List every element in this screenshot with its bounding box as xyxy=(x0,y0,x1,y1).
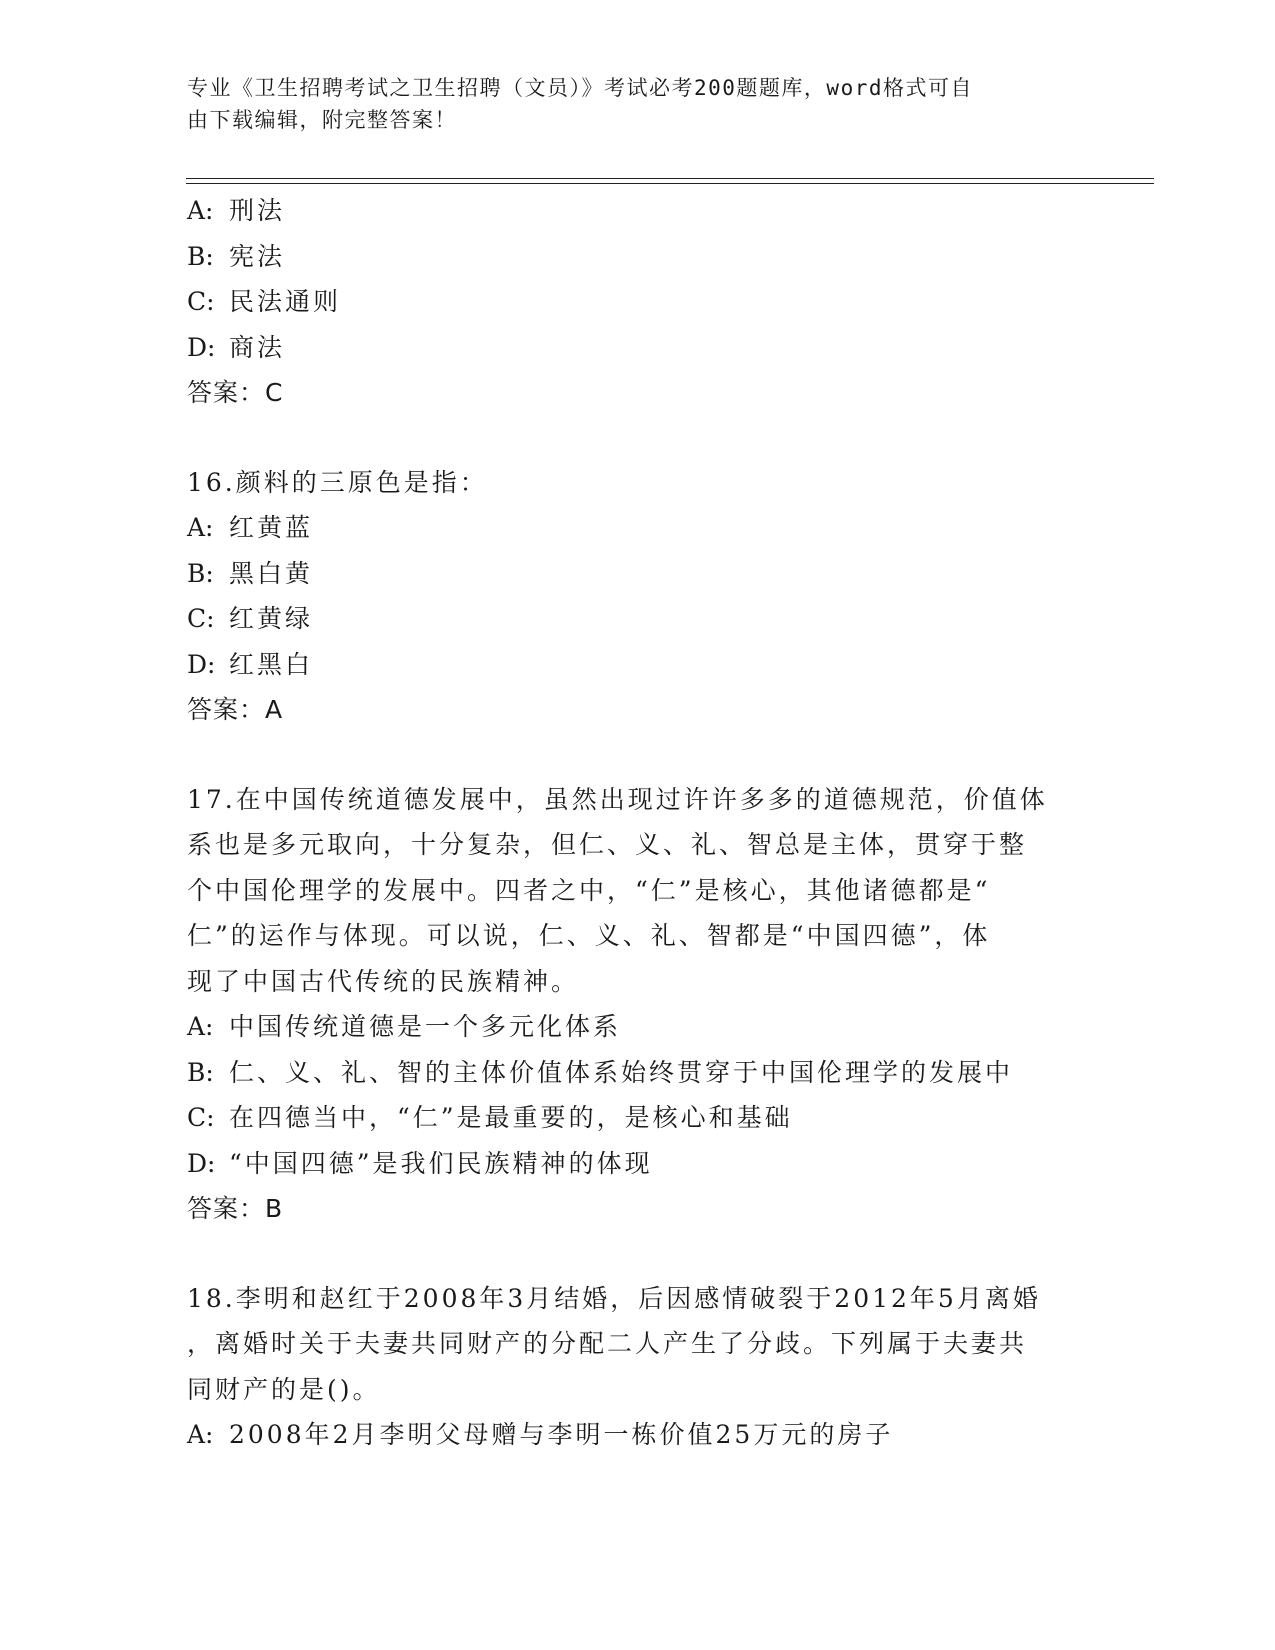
spacer xyxy=(187,1232,1087,1276)
question-18 xyxy=(187,1276,1087,1458)
spacer xyxy=(187,416,1087,460)
option-c: C: 红黄绿 xyxy=(187,604,314,633)
question-text-line-5: 现了中国古代传统的民族精神。 xyxy=(187,966,580,996)
option-d: D: 红黑白 xyxy=(187,649,314,679)
option-a: A: 中国传统道德是一个多元化体系 xyxy=(187,1012,622,1041)
header-line-1: 专业《卫生招聘考试之卫生招聘（文员）》考试必考200题题库，word格式可自 xyxy=(187,76,973,100)
question-text-line-3: 同财产的是()。 xyxy=(187,1374,381,1404)
spacer xyxy=(187,733,1087,777)
question-17 xyxy=(187,777,1087,1232)
question-text-line-2: 系也是多元取向，十分复杂，但仁、义、礼、智总是主体，贯穿于整 xyxy=(187,830,1028,859)
question-content xyxy=(187,188,1087,1458)
option-a: A: 2008年2月李明父母赠与李明一栋价值25万元的房子 xyxy=(187,1420,894,1449)
answer: 答案：C xyxy=(187,378,284,407)
question-15 xyxy=(187,188,1087,416)
header-line-2: 由下载编辑，附完整答案！ xyxy=(187,108,457,132)
option-a: A: 刑法 xyxy=(187,196,286,225)
question-text-line-4: 仁”的运作与体现。可以说，仁、义、礼、智都是“中国四德”，体 xyxy=(187,921,991,950)
option-d: D: 商法 xyxy=(187,332,286,362)
answer: 答案：A xyxy=(187,695,284,724)
question-text-line-2: ，离婚时关于夫妻共同财产的分配二人产生了分歧。下列属于夫妻共 xyxy=(187,1329,1028,1358)
question-text: 16.颜料的三原色是指： xyxy=(187,467,488,497)
question-text-line-1: 17.在中国传统道德发展中，虽然出现过许许多多的道德规范，价值体 xyxy=(187,784,1048,814)
option-b: B: 黑白黄 xyxy=(187,558,314,588)
page-header xyxy=(187,72,1067,136)
option-c: C: 在四德当中，“仁”是最重要的，是核心和基础 xyxy=(187,1103,793,1132)
option-a: A: 红黄蓝 xyxy=(187,513,314,542)
question-text-line-3: 个中国伦理学的发展中。四者之中，“仁”是核心，其他诸德都是“ xyxy=(187,875,991,905)
question-text-line-1: 18.李明和赵红于2008年3月结婚，后因感情破裂于2012年5月离婚 xyxy=(187,1283,1041,1313)
option-b: B: 宪法 xyxy=(187,241,286,271)
option-c: C: 民法通则 xyxy=(187,287,342,316)
option-d: D: “中国四德”是我们民族精神的体现 xyxy=(187,1148,653,1178)
header-rule-top xyxy=(186,178,1154,179)
question-16 xyxy=(187,460,1087,733)
answer: 答案：B xyxy=(187,1194,284,1223)
header-rule-bottom xyxy=(186,183,1154,184)
option-b: B: 仁、义、礼、智的主体价值体系始终贯穿于中国伦理学的发展中 xyxy=(187,1057,1014,1087)
